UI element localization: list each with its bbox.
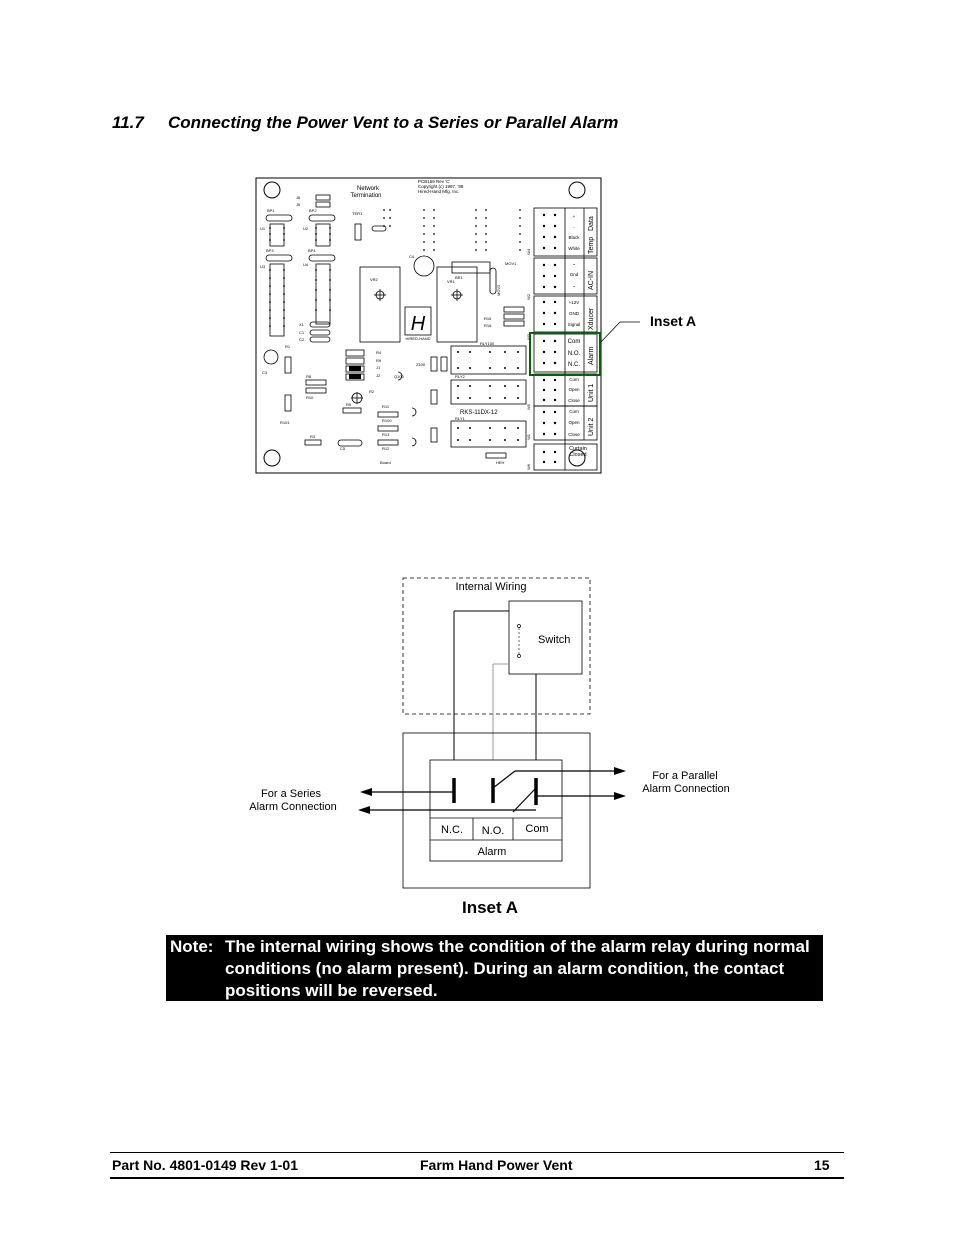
terminal-label: +12V — [568, 300, 580, 305]
pcb-label: BP1 — [267, 208, 275, 213]
pcb-label: VR2 — [370, 277, 378, 282]
terminal-label: + — [572, 214, 576, 219]
section-title: Connecting the Power Vent to a Series or Parallel Alarm — [168, 113, 619, 132]
terminal-label: Close — [568, 432, 580, 437]
terminal-com: Com — [525, 823, 549, 835]
terminal-label: Gnd — [569, 272, 579, 277]
pcb-label: R15 — [484, 316, 492, 321]
pcb-label: C4 — [409, 254, 415, 259]
curtain-closed-2: Closed — [569, 452, 587, 458]
pcb-label: R16 — [484, 323, 492, 328]
pcb-logo-label: HIRED-HAND — [405, 336, 431, 341]
pcb-header-3: Hired-Hand Mfg. Inc. — [418, 189, 460, 194]
pcb-label: U3 — [260, 264, 266, 269]
pcb-label: R10 — [306, 395, 314, 400]
pcb-label: R13 — [382, 432, 390, 437]
group-label-alarm: Alarm — [588, 346, 595, 365]
pcb-label: MOV2 — [496, 284, 501, 296]
footer-part-number: Part No. 4801-0149 Rev 1-01 — [112, 1157, 298, 1173]
pcb-label: RLY1 — [455, 416, 465, 421]
pcb-label: W4 — [526, 249, 531, 255]
pcb-label: BP2 — [309, 208, 317, 213]
terminal-label: White — [568, 246, 580, 251]
terminal-label: Open — [568, 420, 580, 425]
alarm-block-label: Alarm — [477, 846, 507, 858]
pcb-label: W5 — [526, 404, 531, 410]
pcb-label: R101 — [280, 420, 290, 425]
group-label-unit2: Unit 2 — [588, 417, 595, 436]
pcb-label: R11 — [382, 404, 390, 409]
pcb-label: W1 — [526, 434, 531, 440]
pcb-label: R2 — [369, 389, 375, 394]
terminal-nc: N.C. — [441, 824, 463, 836]
pcb-label: U4 — [303, 262, 309, 267]
page-footer — [110, 1152, 844, 1179]
pcb-label: R8 — [306, 374, 312, 379]
terminal-no: N.O. — [481, 825, 505, 837]
note-text: The internal wiring shows the condition of the alarm relay during normal conditions (no alarm present). During an alarm condition, the contact positions will be reversed. — [225, 937, 810, 1000]
series-label-2: Alarm Connection — [249, 801, 337, 813]
pcb-label: W6 — [526, 464, 531, 470]
pcb-label: R5 — [346, 402, 352, 407]
internal-wiring-title: Internal Wiring — [455, 581, 527, 593]
terminal-label: ~ — [572, 262, 576, 267]
pcb-label: BR1 — [455, 275, 463, 280]
pcb-label: R12 — [382, 446, 390, 451]
pcb-label: J2 — [376, 373, 381, 378]
terminal-label: N.C. — [568, 362, 580, 368]
pcb-label: R100 — [382, 418, 392, 423]
terminal-label: Black — [568, 235, 580, 240]
pcb-label: C1 — [299, 330, 305, 335]
pcb-label: W2 — [526, 294, 531, 300]
pcb-label: C3 — [262, 370, 268, 375]
pcb-label: J6 — [296, 195, 301, 200]
pcb-header-1: PCB159 Rev 'C' — [418, 179, 451, 184]
pcb-label: MOV1 — [505, 261, 517, 266]
section-number: 11.7 — [112, 113, 144, 132]
group-label-temp: Temp — [588, 236, 595, 254]
pcb-label: J1 — [376, 365, 381, 370]
terminal-label: Com — [567, 339, 581, 345]
pcb-label: VR1 — [447, 279, 455, 284]
pcb-label: Board — [380, 460, 391, 465]
parallel-label-1: For a Parallel — [652, 770, 718, 782]
pcb-label: U1 — [260, 226, 266, 231]
pcb-label: RLY2 — [455, 374, 465, 379]
terminal-label: N.O. — [567, 351, 581, 357]
group-label-xducer: Xducer — [588, 307, 595, 330]
group-label-ac-in: AC-IN — [588, 270, 595, 290]
pcb-label: R9 — [376, 358, 382, 363]
footer-page-number: 15 — [814, 1157, 830, 1173]
pcb-label: W3 — [526, 334, 531, 340]
pcb-label: X1 — [299, 322, 304, 327]
network-termination-2: Termination — [350, 193, 382, 199]
inset-caption: Inset A — [461, 898, 519, 917]
curtain-closed-1: Curtain — [569, 446, 587, 452]
pcb-label: J5 — [296, 202, 301, 207]
wiring-diagram — [249, 578, 729, 917]
pcb-label: C5 — [340, 446, 346, 451]
terminal-label: Signal — [567, 322, 581, 327]
terminal-label: Com — [569, 409, 579, 414]
pcb-label: Z100 — [416, 362, 426, 367]
switch-label: Switch — [538, 634, 571, 646]
pcb-label: C2 — [299, 337, 305, 342]
svg-text:H: H — [410, 313, 426, 335]
note-label: Note: — [170, 937, 214, 956]
pcb-label: HEH — [496, 460, 505, 465]
pcb-diagram — [256, 178, 696, 473]
group-label-unit1: Unit 1 — [588, 383, 595, 402]
pcb-label: TER1 — [352, 211, 363, 216]
pcb-label: BP3 — [266, 248, 274, 253]
terminal-label: GND — [569, 311, 579, 316]
pcb-header-2: Copyright (c) 1997, '98 — [418, 184, 464, 189]
parallel-label-2: Alarm Connection — [642, 783, 730, 795]
pcb-label: R3 — [310, 434, 316, 439]
pcb-label: U2 — [303, 226, 309, 231]
terminal-label: - — [573, 225, 575, 230]
callout-inset-a: Inset A — [650, 313, 697, 329]
pcb-label: R1 — [285, 344, 291, 349]
pcb-label: R4 — [376, 350, 382, 355]
terminal-label: ~ — [572, 284, 576, 289]
pcb-label: RLY100 — [480, 341, 495, 346]
pcb-label: BP4 — [308, 248, 316, 253]
footer-product: Farm Hand Power Vent — [420, 1157, 573, 1173]
relay-part-number: RKS-11DX-12 — [460, 410, 498, 416]
note-box — [166, 935, 823, 1001]
network-termination-1: Network — [356, 186, 380, 192]
terminal-label: Open — [568, 387, 580, 392]
terminal-label: Close — [568, 398, 580, 403]
pcb-label: Q100 — [394, 374, 404, 379]
series-label-1: For a Series — [261, 788, 321, 800]
terminal-label: Com — [569, 377, 579, 382]
group-label-data: Data — [588, 216, 595, 231]
